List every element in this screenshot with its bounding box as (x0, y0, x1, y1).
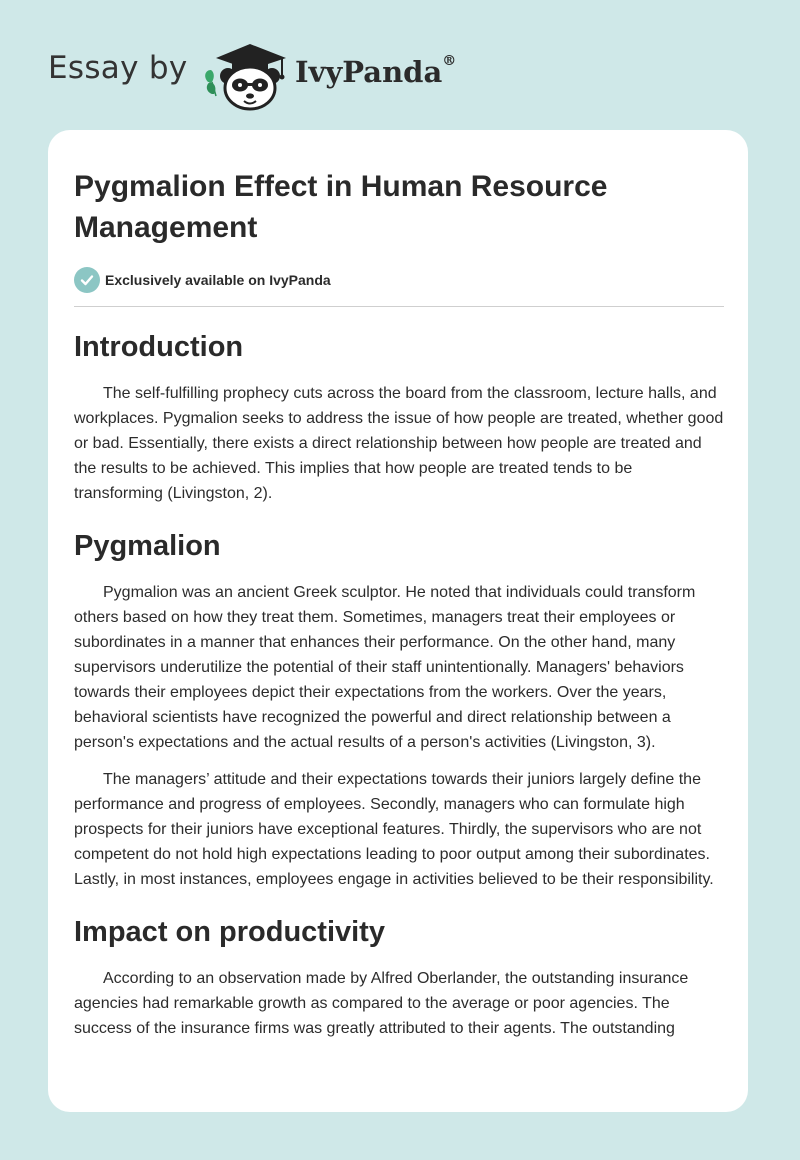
essay-title: Pygmalion Effect in Human Resource Management (74, 170, 608, 244)
brand-prefix: Essay by (48, 50, 188, 86)
essay-content (74, 166, 724, 1041)
paragraph: The managers’ attitude and their expectations towards their juniors largely define the performance and progress of employees. Secondly, managers who can formulate high prospects for their juniors have exceptional features. Thirdly, the supervisors who are not competent do not hold high expectations leading to poor output among their subordinates. Lastly, in most instances, employees engage in activities believed to be their responsibility. (74, 771, 714, 888)
ivy-leaf-icon (205, 70, 216, 96)
brand-header[interactable] (48, 34, 468, 114)
panda-logo-icon (202, 36, 292, 112)
exclusive-badge (74, 266, 724, 294)
checkmark-icon (74, 267, 100, 293)
paragraph: According to an observation made by Alfred Oberlander, the outstanding insurance agencies had remarkable growth as compared to the average or poor agencies. The success of the insurance firms was greatly attributed to their agents. The outstanding (74, 970, 689, 1037)
section-heading-pygmalion: Pygmalion (74, 530, 221, 562)
registered-mark: ® (442, 53, 457, 69)
section-heading-impact-on-productivity: Impact on productivity (74, 916, 385, 948)
divider (74, 306, 724, 307)
brand-name: IvyPanda® (295, 53, 457, 89)
paragraph: The self-fulfilling prophecy cuts across the board from the classroom, lecture halls, and workplaces. Pygmalion seeks to address the issue of how people are treated, whether good or bad. Essentially, there exists a direct relationship between how people are treated and the results to be achieved. This implies that how people are treated tends to be transforming (Livingston, 2). (74, 385, 724, 502)
essay-card (48, 130, 748, 1112)
paragraph: Pygmalion was an ancient Greek sculptor. He noted that individuals could transform others based on how they treat them. Sometimes, managers treat their employees or subordinates in a manner that enhances their performance. On the other hand, many supervisors underutilize the potential of their staff unintentionally. Managers' behaviors towards their employees depict their expectations from the workers. Over the years, behavioral scientists have recognized the powerful and direct relationship between a person's expectations and the actual results of a person's activities (Livingston, 3). (74, 584, 696, 751)
badge-text: Exclusively available on IvyPanda (105, 272, 331, 288)
section-heading-introduction: Introduction (74, 331, 244, 363)
